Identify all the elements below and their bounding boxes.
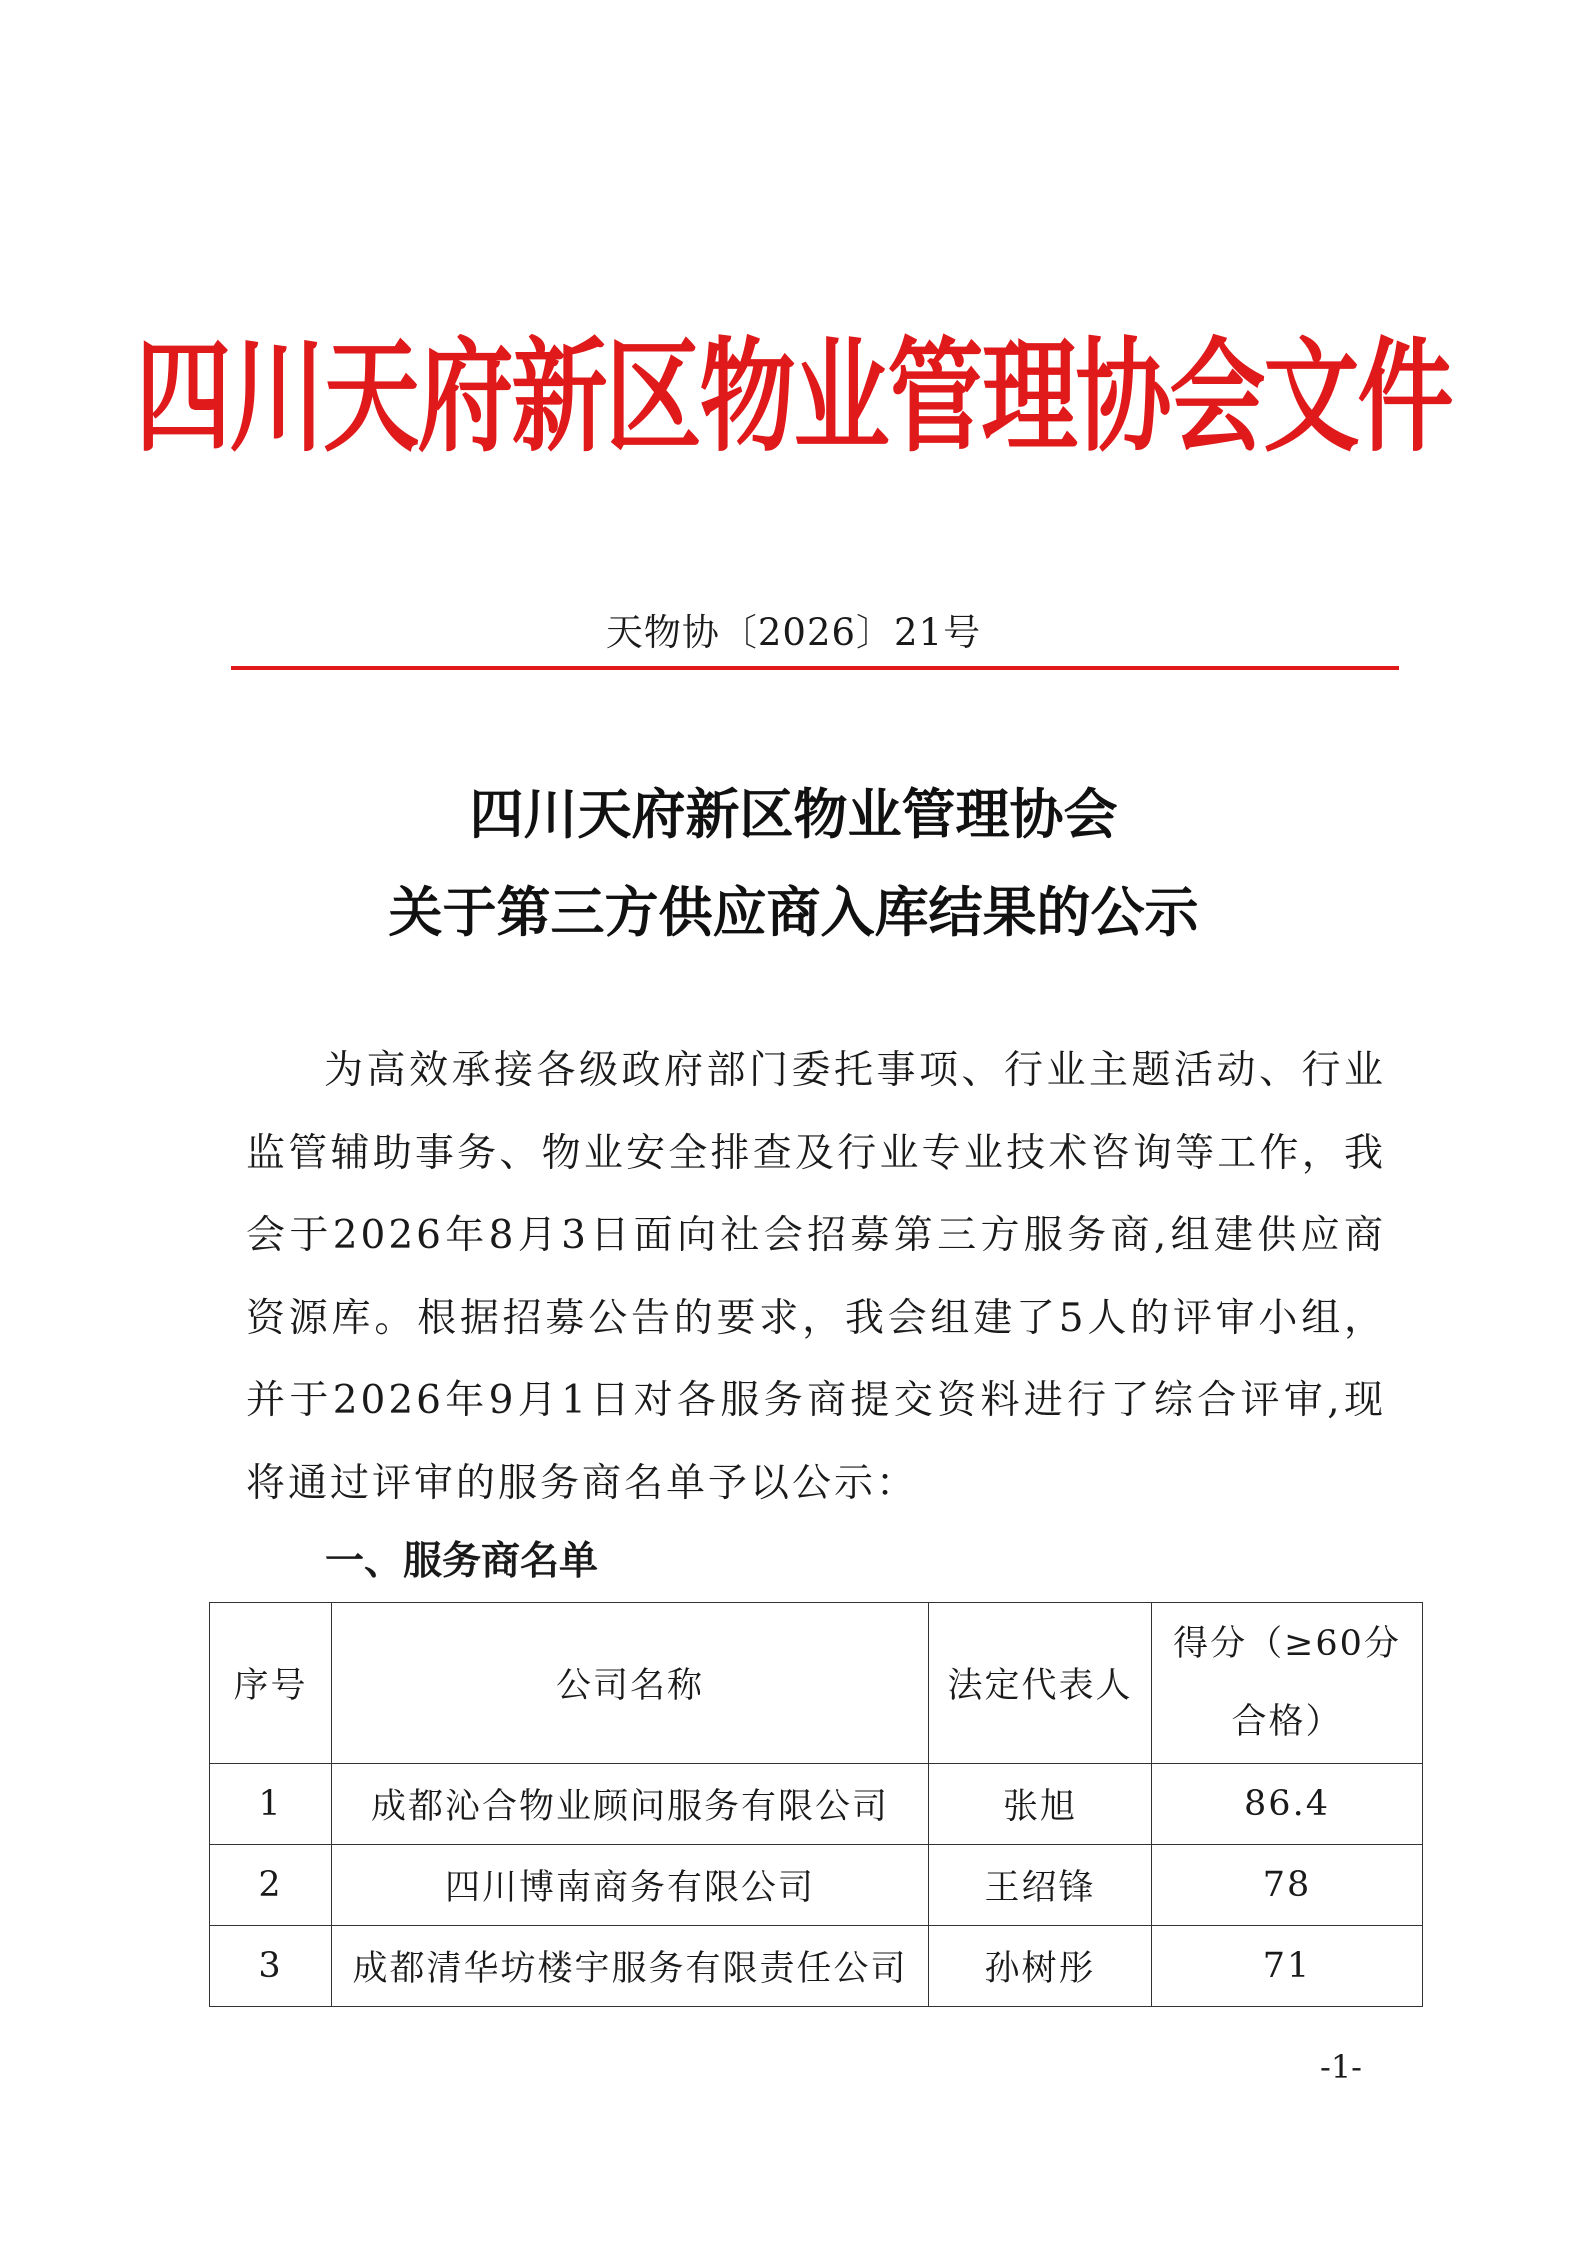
cell-no: 3: [210, 1926, 332, 2007]
cell-score: 71: [1152, 1926, 1423, 2007]
header-score-line1: 得分（≥60分: [1173, 1624, 1401, 1664]
supplier-table: [209, 1602, 1423, 2007]
cell-score: 86.4: [1152, 1764, 1423, 1845]
table-row: [210, 1926, 1423, 2007]
header-no: 序号: [210, 1603, 332, 1764]
red-divider: [231, 666, 1399, 670]
cell-no: 1: [210, 1764, 332, 1845]
cell-company: 成都沁合物业顾问服务有限公司: [332, 1764, 929, 1845]
notice-title-line1: 四川天府新区物业管理协会: [469, 783, 1118, 846]
cell-rep: 王绍锋: [929, 1845, 1152, 1926]
cell-company: 四川博南商务有限公司: [332, 1845, 929, 1926]
cell-company: 成都清华坊楼宇服务有限责任公司: [332, 1926, 929, 2007]
cell-rep: 孙树彤: [929, 1926, 1152, 2007]
header-score: [1152, 1603, 1423, 1764]
table-row: [210, 1764, 1423, 1845]
header-rep: 法定代表人: [929, 1603, 1152, 1764]
table-row: [210, 1845, 1423, 1926]
page-number: -1-: [1320, 2048, 1362, 2086]
cell-rep: 张旭: [929, 1764, 1152, 1845]
body-paragraph: 为高效承接各级政府部门委托事项、行业主题活动、行业监管辅助事务、物业安全排查及行业专业技术咨询等工作，我会于2026年8月3日面向社会招募第三方服务商,组建供应商资源库。根据招募公告的要求，我会组建了5人的评审小组，并于2026年9月1日对各服务商提交资料进行了综合评审,现将通过评审的服务商名单予以公示：: [246, 1048, 1386, 1506]
document-number: 天物协〔2026〕21号: [605, 611, 982, 654]
section-heading: 一、服务商名单: [325, 1539, 599, 1584]
cell-score: 78: [1152, 1845, 1423, 1926]
notice-title-line2: 关于第三方供应商入库结果的公示: [388, 881, 1199, 944]
cell-no: 2: [210, 1845, 332, 1926]
header-score-line2: 合格）: [1231, 1702, 1343, 1742]
table-header-row: [210, 1603, 1423, 1764]
masthead-title: 四川天府新区物业管理协会文件: [135, 325, 1452, 469]
header-company: 公司名称: [332, 1603, 929, 1764]
